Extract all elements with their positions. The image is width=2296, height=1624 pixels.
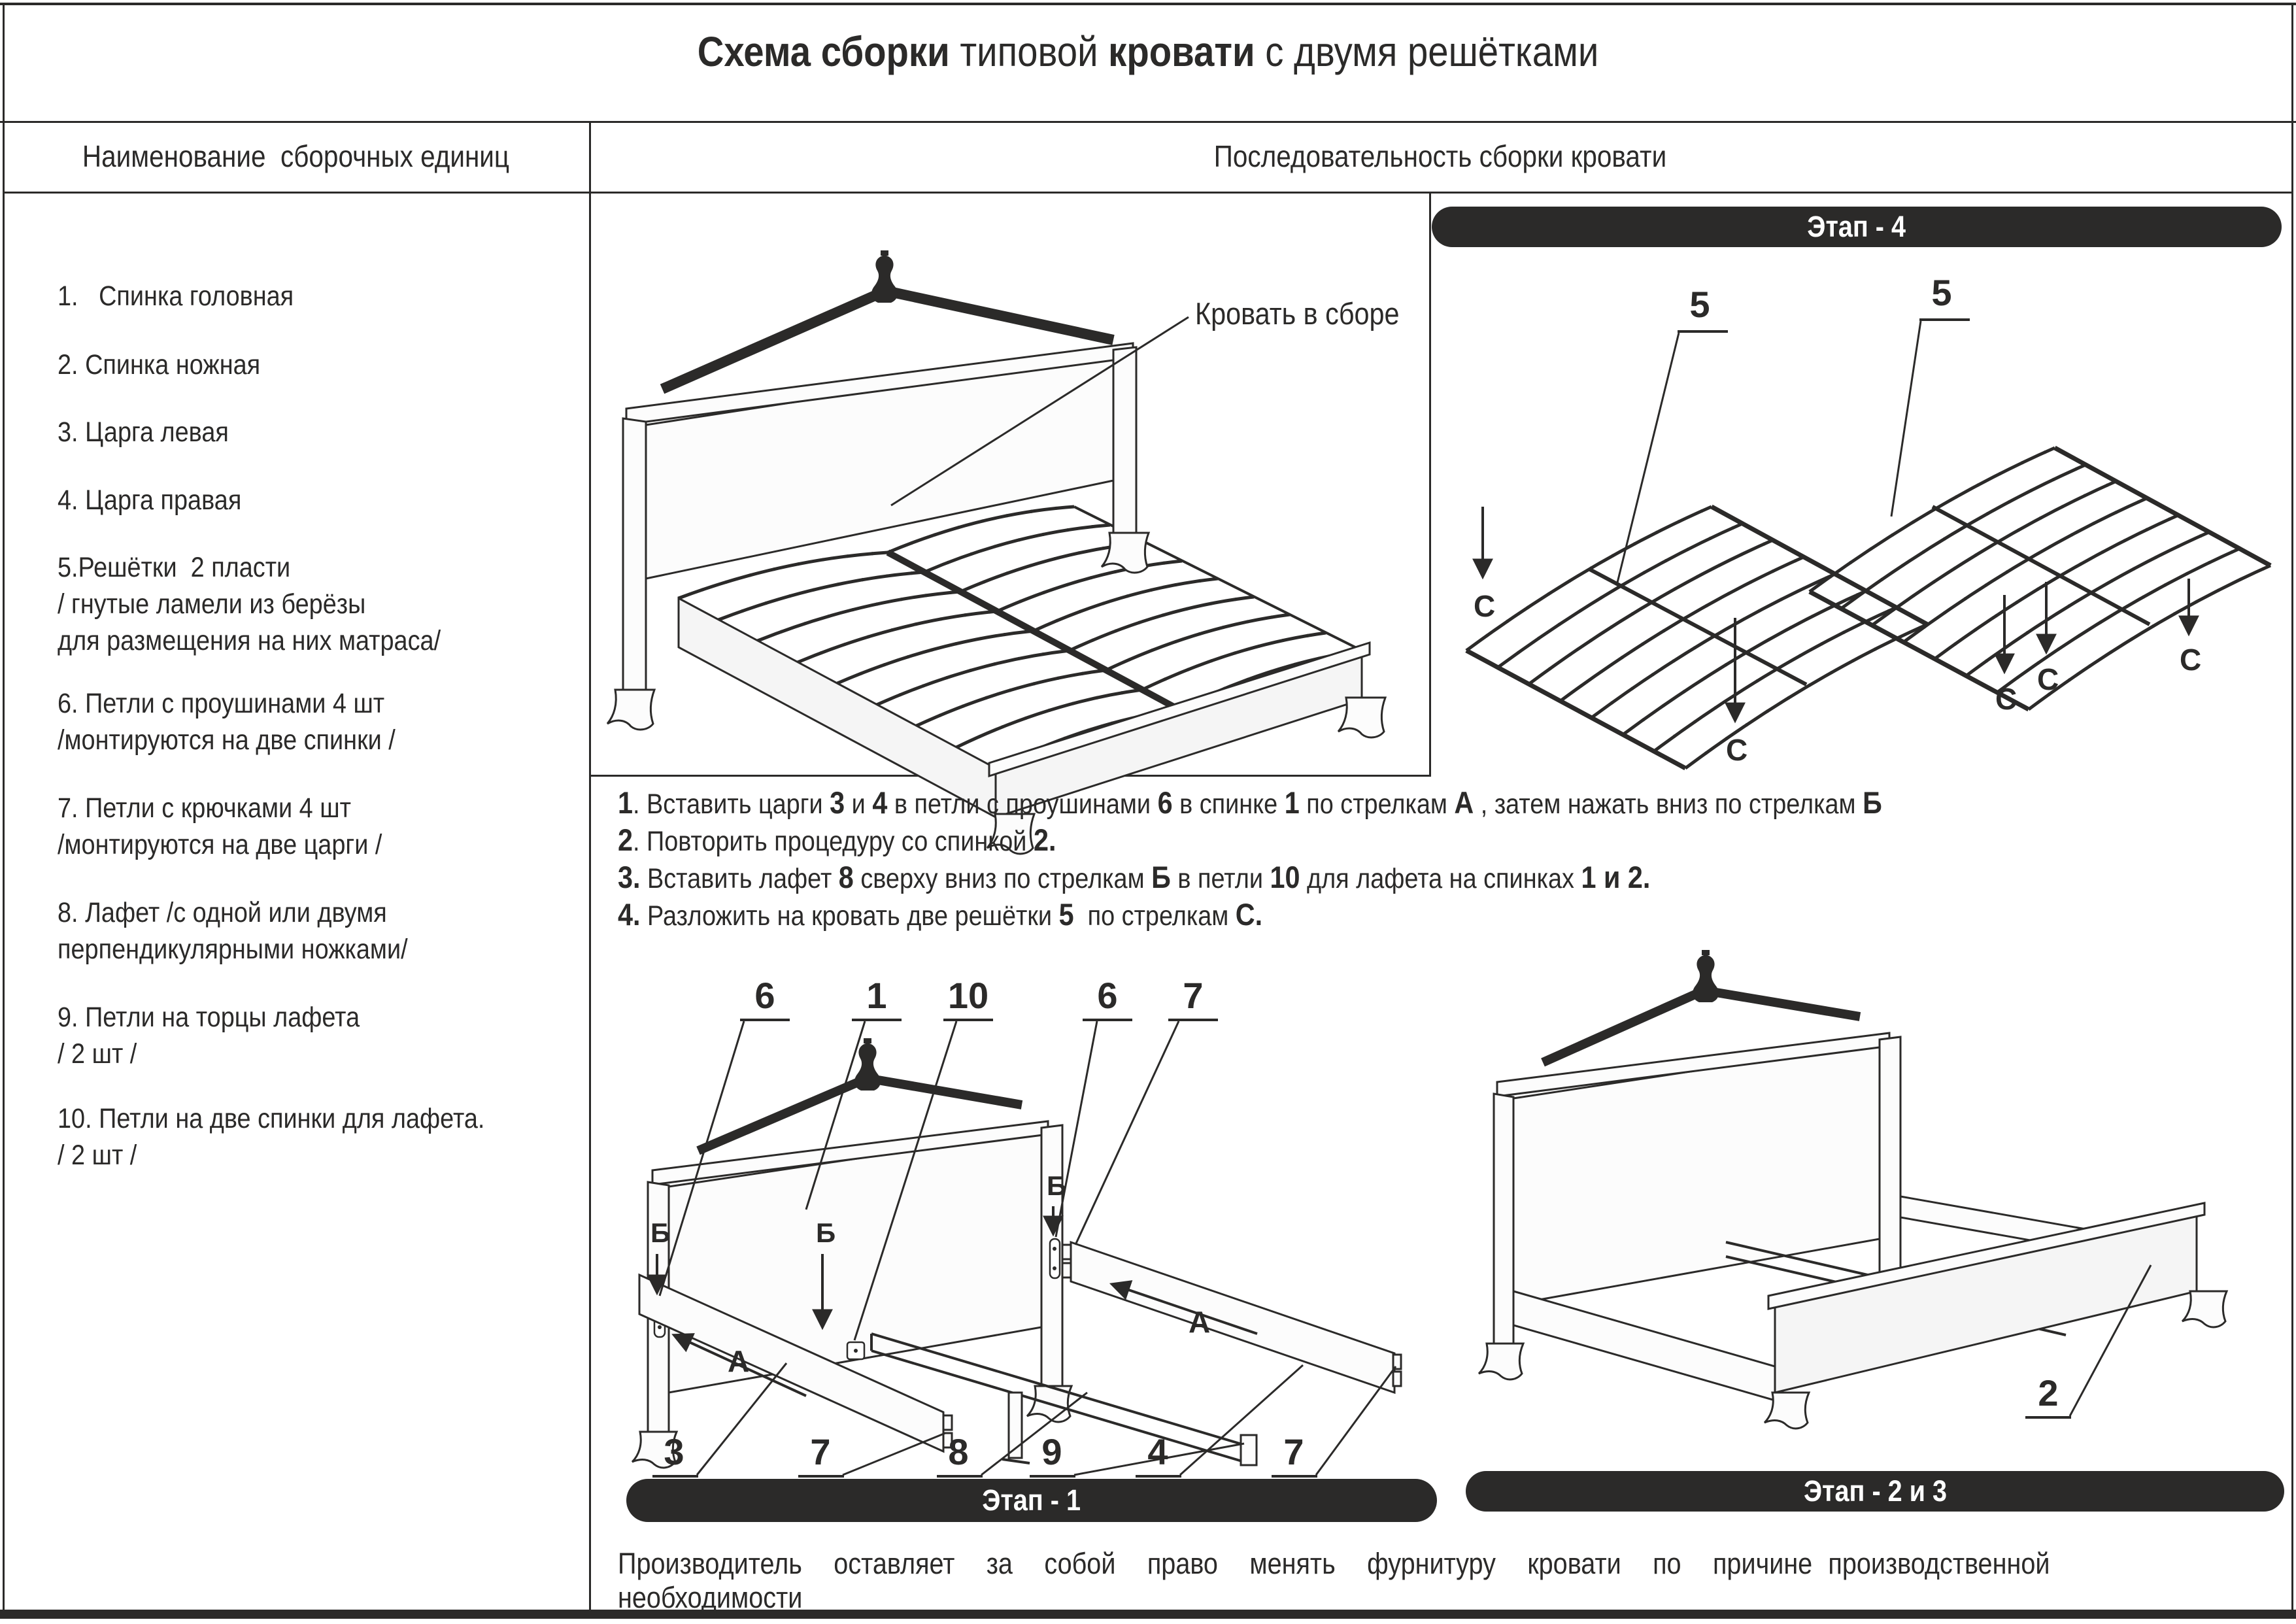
center-rail <box>888 552 1179 709</box>
stage-1-banner <box>626 1479 1437 1522</box>
list-item-line: /монтируются на две царги / <box>58 829 382 860</box>
list-item-line: /монтируются на две спинки / <box>58 724 396 756</box>
list-item: 2. Спинка ножная <box>58 349 261 381</box>
part-number-label: 1 <box>866 975 887 1016</box>
hook-hinge <box>943 1415 952 1430</box>
direction-letter-c: С <box>1726 733 1748 767</box>
list-item: 7. Петли с крючками 4 шт <box>58 792 351 824</box>
part-number-label: 9 <box>1041 1431 1062 1472</box>
direction-letter-b: Б <box>650 1217 671 1248</box>
vase-finial <box>854 1038 881 1091</box>
part-number-label: 2 <box>2038 1372 2059 1413</box>
stage-2-3-figure <box>1445 935 2296 1464</box>
part-number-label: 7 <box>1183 975 1204 1016</box>
stage-2-3-banner <box>1466 1471 2284 1512</box>
hook-hinge <box>1062 1245 1071 1259</box>
part-number-label: 5 <box>1931 272 1952 313</box>
lafet-hinge <box>847 1342 864 1359</box>
partial-bed-drawing <box>1479 950 2227 1429</box>
list-item: 9. Петли на торцы лафета <box>58 1002 360 1033</box>
parts-column-header: Наименование сборочных единиц <box>82 139 510 173</box>
bed-foot <box>607 690 654 730</box>
assembly-step: 1. Вставить царги 3 и 4 в петли с проушинами 6 в спинке 1 по стрелкам А , затем нажать вниз по стрелкам Б <box>618 785 1882 820</box>
list-item-line: для размещения на них матраса/ <box>58 625 441 656</box>
headboard <box>607 250 1149 730</box>
part-number-label: 3 <box>664 1431 684 1472</box>
list-item: 3. Царга левая <box>58 416 229 448</box>
part-number-label: 6 <box>1097 975 1118 1016</box>
stage-2-3-banner-label: Этап - 2 и 3 <box>1803 1474 1947 1508</box>
stage-4-banner-label: Этап - 4 <box>1807 210 1906 243</box>
assembly-step: 3. Вставить лафет 8 сверху вниз по стрелкам Б в петли 10 для лафета на спинках 1 и 2. <box>618 860 1651 894</box>
page-border-top <box>0 3 2296 5</box>
title-bold-1: Схема сборки <box>697 28 950 75</box>
eye-hinge <box>1050 1239 1060 1278</box>
bed-foot <box>1102 533 1149 573</box>
assembled-bed-figure <box>590 193 1430 775</box>
lafet-end-hinge <box>1241 1435 1257 1465</box>
list-item: 6. Петли с проушинами 4 шт <box>58 688 385 719</box>
vase-finial <box>871 250 898 303</box>
direction-letter-c: С <box>2037 662 2059 696</box>
list-item: 1. Спинка головная <box>58 280 294 312</box>
direction-letter-c: С <box>1474 589 1496 623</box>
direction-letter-c: С <box>2180 643 2202 677</box>
title-reg-1: типовой <box>949 28 1109 75</box>
page-title <box>138 27 2159 76</box>
exploded-parts-drawing <box>632 1038 1401 1468</box>
list-item: 4. Царга правая <box>58 484 242 516</box>
stage-4-callouts <box>1474 272 2201 767</box>
list-item-line: / гнутые ламели из берёзы <box>58 588 366 620</box>
side-rail-right <box>1071 1242 1394 1393</box>
direction-letter-b: Б <box>816 1217 836 1248</box>
lattice-drawing <box>1466 448 2271 768</box>
list-item-line: перпендикулярными ножками/ <box>58 934 408 965</box>
list-item-line: / 2 шт / <box>58 1038 137 1070</box>
list-item: 10. Петли на две спинки для лафета. <box>58 1103 485 1134</box>
stage-1-figure <box>590 935 1445 1478</box>
direction-letter-b: Б <box>1047 1170 1067 1201</box>
vase-finial <box>1693 950 1719 1002</box>
list-item-line: / 2 шт / <box>58 1140 137 1171</box>
list-item: 8. Лафет /с одной или двумя <box>58 897 387 928</box>
title-reg-2: с двумя решётками <box>1255 28 1599 75</box>
part-number-label: 6 <box>754 975 775 1016</box>
lattice-left-slats <box>1466 507 1927 768</box>
part-number-label: 7 <box>810 1431 831 1472</box>
bed-foot <box>2182 1291 2227 1327</box>
manufacturer-disclaimer: Производитель оставляет за собой право менять фурнитуру кровати по причине производственной необходимости <box>618 1547 2066 1614</box>
stage-1-banner-label: Этап - 1 <box>982 1483 1081 1517</box>
hook-hinge <box>1062 1263 1071 1277</box>
sequence-column-header: Последовательность сборки кровати <box>1213 139 1667 173</box>
direction-letter-c: С <box>1995 682 2017 716</box>
bed-foot <box>1479 1344 1523 1379</box>
hook-hinge <box>1393 1372 1401 1386</box>
page-border-left <box>3 3 5 1619</box>
part-number-label: 8 <box>948 1431 969 1472</box>
bed-drawing <box>607 250 1385 854</box>
direction-letter-a: А <box>728 1344 750 1378</box>
part-number-label: 10 <box>947 975 989 1016</box>
part-number-label: 4 <box>1147 1431 1168 1472</box>
assembled-bed-label: Кровать в сборе <box>1195 296 1400 331</box>
title-separator-line <box>0 121 2296 123</box>
assembly-step: 2. Повторить процедуру со спинкой 2. <box>618 822 1056 857</box>
list-item: 5.Решётки 2 пласти <box>58 552 291 583</box>
part-number-label: 5 <box>1689 284 1710 325</box>
title-bold-2: кровати <box>1108 28 1255 75</box>
part-number-label: 7 <box>1283 1431 1304 1472</box>
assembly-step: 4. Разложить на кровать две решётки 5 по стрелкам С. <box>618 897 1263 932</box>
stage-4-figure <box>1430 193 2296 781</box>
side-rail-near <box>1513 1291 1775 1400</box>
direction-letter-a: А <box>1189 1305 1211 1339</box>
